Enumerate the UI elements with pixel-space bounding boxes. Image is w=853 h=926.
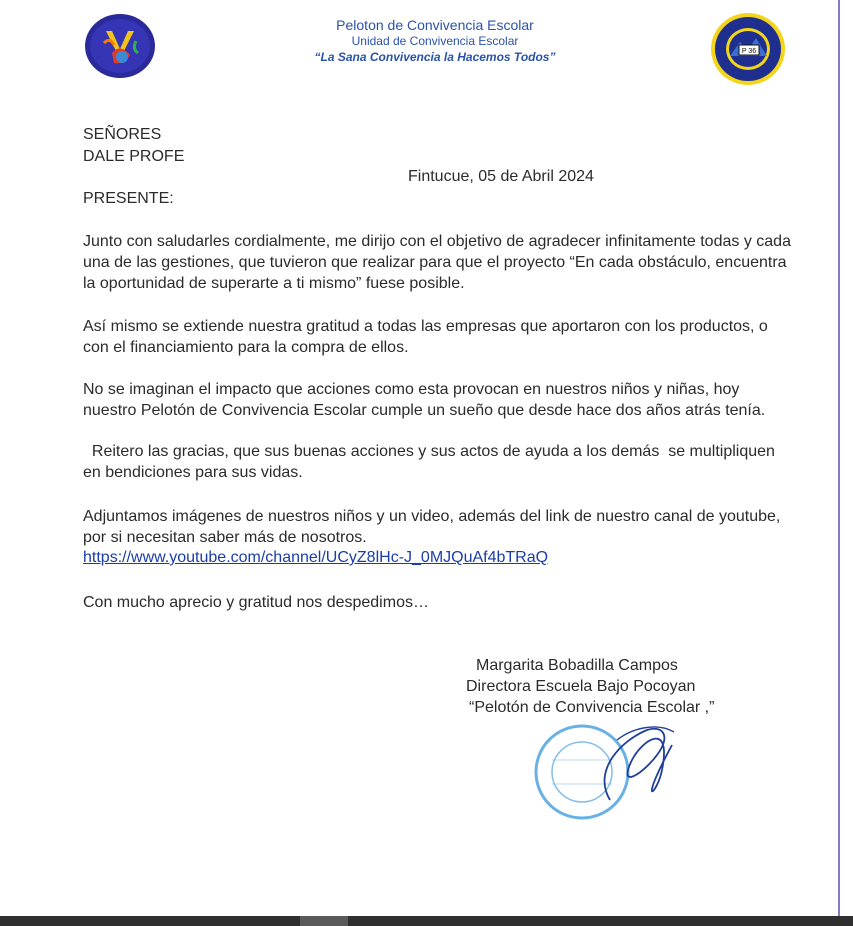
convivencia-committee-logo-icon — [84, 13, 156, 79]
header-motto: “La Sana Convivencia la Hacemos Todos” — [314, 50, 556, 64]
school-stamp-and-signature-icon — [522, 700, 722, 830]
letter-date: Fintucue, 05 de Abril 2024 — [408, 168, 594, 185]
body-paragraph-5: Adjuntamos imágenes de nuestros niños y un video, además del link de nuestro canal de youtube, por si necesitan saber más de nosotros. — [83, 508, 781, 546]
signatory-title: Directora Escuela Bajo Pocoyan — [466, 678, 696, 695]
body-paragraph-2: Así mismo se extiende nuestra gratitud a todas las empresas que aportaron con los productos, o con el financiamiento para la compra de ellos. — [83, 318, 768, 356]
body-paragraph-1: Junto con saludarles cordialmente, me dirijo con el objetivo de agradecer infinitamente todas y cada una de las gestiones, que tuvieron que realizar para que el proyecto “En cada obstáculo, encuentra la oportunidad de superarte a ti mismo” fuese posible. — [83, 233, 791, 292]
youtube-channel-link[interactable]: https://www.youtube.com/channel/UCyZ8lHc-J_0MJQuAf4bTRaQ — [83, 549, 549, 566]
viewer-bottom-bar — [0, 916, 853, 926]
viewer-scroll-thumb[interactable] — [300, 916, 348, 926]
letter-greeting: PRESENTE: — [83, 190, 174, 207]
addressee-line-2: DALE PROFE — [83, 148, 185, 165]
closing-line: Con mucho aprecio y gratitud nos despedimos… — [83, 594, 429, 611]
header-unit-name: Peloton de Convivencia Escolar — [336, 17, 534, 33]
addressee-line-1: SEÑORES — [83, 126, 162, 143]
signatory-name: Margarita Bobadilla Campos — [476, 657, 678, 674]
body-paragraph-4: Reitero las gracias, que sus buenas acciones y sus actos de ayuda a los demás se multipliquen en bendiciones para sus vidas. — [83, 443, 780, 481]
body-paragraph-3: No se imaginan el impacto que acciones como esta provocan en nuestros niños y niñas, hoy nuestro Pelotón de Convivencia Escolar cumple un sueño que desde hace dos años atrás tenía. — [83, 381, 766, 419]
signatory-group: “Pelotón de Convivencia Escolar ,” — [469, 699, 715, 716]
header-subunit-name: Unidad de Convivencia Escolar — [351, 34, 519, 48]
school-emblem-badge: P 36 — [741, 48, 757, 55]
school-emblem-logo-icon — [710, 12, 786, 86]
page-edge-rule — [838, 0, 840, 916]
